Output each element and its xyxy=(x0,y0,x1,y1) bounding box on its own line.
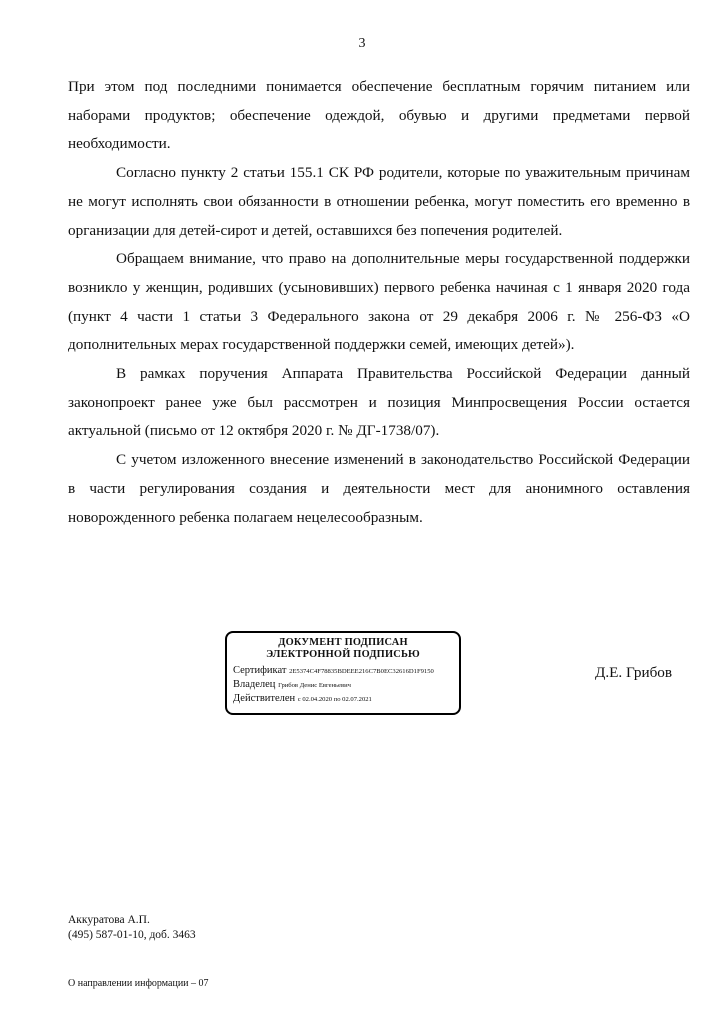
paragraph-2: Согласно пункту 2 статьи 155.1 СК РФ родители, которые по уважительным причинам не могут исполнять свои обязанности в отношении ребенка, могут поместить его временно в организации для детей-сирот и детей, оставшихся без попечения родителей. xyxy=(68,164,690,239)
stamp-valid-label: Действителен xyxy=(233,693,296,704)
stamp-owner-label: Владелец xyxy=(233,679,276,690)
document-reference: О направлении информации – 07 xyxy=(68,978,209,989)
stamp-owner-row xyxy=(233,678,453,692)
paragraph-3: Обращаем внимание, что право на дополнительные меры государственной поддержки возникло у женщин, родивших (усыновивших) первого ребенка начиная с 1 января 2020 года (пункт 4 части 1 статьи 3 Федерального закона от 29 декабря 2006 г. № 256-ФЗ «О дополнительных мерах государственной поддержки семей, имеющих детей»). xyxy=(68,250,690,354)
electronic-signature-stamp xyxy=(225,631,461,715)
executor-contact xyxy=(68,913,196,943)
stamp-owner-value: Грибов Денис Евгеньевич xyxy=(278,682,351,689)
executor-phone: (495) 587-01-10, доб. 3463 xyxy=(68,929,196,941)
page-number: 3 xyxy=(358,36,366,51)
stamp-title-line-2: ЭЛЕКТРОННОЙ ПОДПИСЬЮ xyxy=(266,648,420,660)
stamp-valid-value: с 02.04.2020 по 02.07.2021 xyxy=(297,696,372,703)
paragraph-5: С учетом изложенного внесение изменений в законодательство Российской Федерации в части регулирования создания и деятельности мест для анонимного оставления новорожденного ребенка полагаем нецелесообразным. xyxy=(68,451,690,526)
paragraph-1: При этом под последними понимается обеспечение бесплатным горячим питанием или наборами продуктов; обеспечение одеждой, обувью и другими предметами первой необходимости. xyxy=(68,78,690,153)
stamp-certificate-label: Сертификат xyxy=(233,665,287,676)
stamp-certificate-row xyxy=(233,664,453,678)
stamp-valid-row xyxy=(233,692,453,706)
paragraph-4: В рамках поручения Аппарата Правительства Российской Федерации данный законопроект ранее уже был рассмотрен и позиция Минпросвещения России остается актуальной (письмо от 12 октября 2020 г. № ДГ-1738/07). xyxy=(68,365,690,440)
executor-name: Аккуратова А.П. xyxy=(68,914,150,926)
letter-body xyxy=(68,73,690,532)
stamp-certificate-value: 2E5374C4F78835BDEEE216C7B0EC32616D1F9150 xyxy=(289,668,434,675)
stamp-title-line-1: ДОКУМЕНТ ПОДПИСАН xyxy=(278,637,408,648)
signer-name: Д.Е. Грибов xyxy=(595,664,673,681)
